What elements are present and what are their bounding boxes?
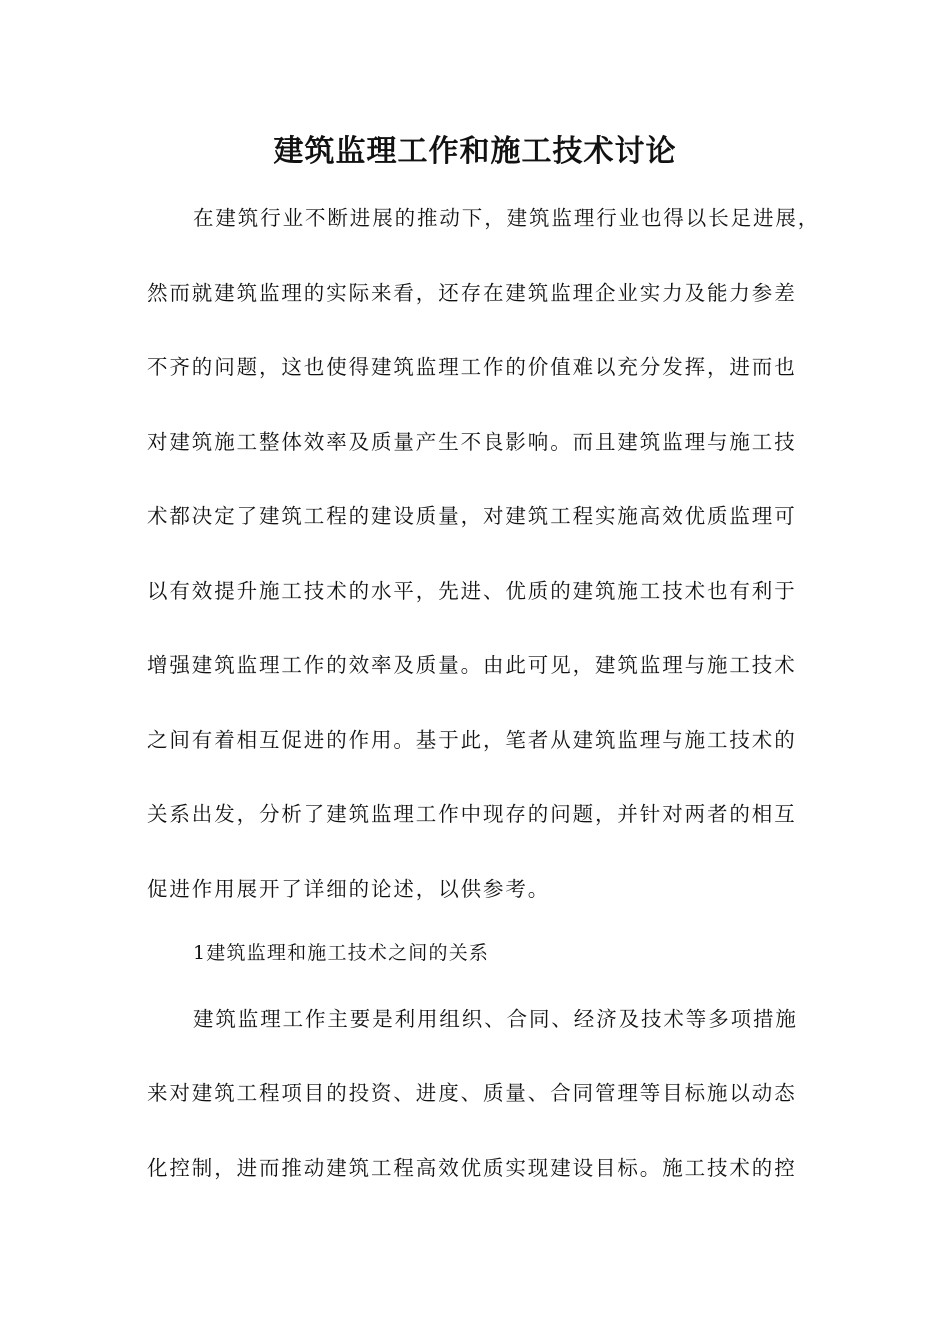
paragraph-line: 之间有着相互促进的作用。基于此，笔者从建筑监理与施工技术的 bbox=[147, 728, 797, 752]
paragraph-line: 关系出发，分析了建筑监理工作中现存的问题，并针对两者的相互 bbox=[147, 802, 797, 826]
paragraph-line: 促进作用展开了详细的论述，以供参考。 bbox=[147, 877, 551, 901]
paragraph-line: 建筑监理工作主要是利用组织、合同、经济及技术等多项措施 bbox=[193, 1007, 798, 1031]
paragraph-line: 化控制，进而推动建筑工程高效优质实现建设目标。施工技术的控 bbox=[147, 1156, 797, 1180]
paragraph-line: 然而就建筑监理的实际来看，还存在建筑监理企业实力及能力参差 bbox=[147, 281, 797, 305]
paragraph-line: 来对建筑工程项目的投资、进度、质量、合同管理等目标施以动态 bbox=[147, 1081, 797, 1105]
document-title: 建筑监理工作和施工技术讨论 bbox=[273, 134, 677, 169]
paragraph-line: 以有效提升施工技术的水平，先进、优质的建筑施工技术也有利于 bbox=[147, 579, 797, 603]
paragraph-line: 在建筑行业不断进展的推动下，建筑监理行业也得以长足进展， bbox=[193, 206, 821, 230]
paragraph-line: 不齐的问题，这也使得建筑监理工作的价值难以充分发挥，进而也 bbox=[147, 355, 797, 379]
paragraph-line: 对建筑施工整体效率及质量产生不良影响。而且建筑监理与施工技 bbox=[147, 430, 797, 454]
section-heading: 1建筑监理和施工技术之间的关系 bbox=[193, 942, 490, 964]
paragraph-line: 术都决定了建筑工程的建设质量，对建筑工程实施高效优质监理可 bbox=[147, 504, 797, 528]
paragraph-line: 增强建筑监理工作的效率及质量。由此可见，建筑监理与施工技术 bbox=[147, 653, 797, 677]
